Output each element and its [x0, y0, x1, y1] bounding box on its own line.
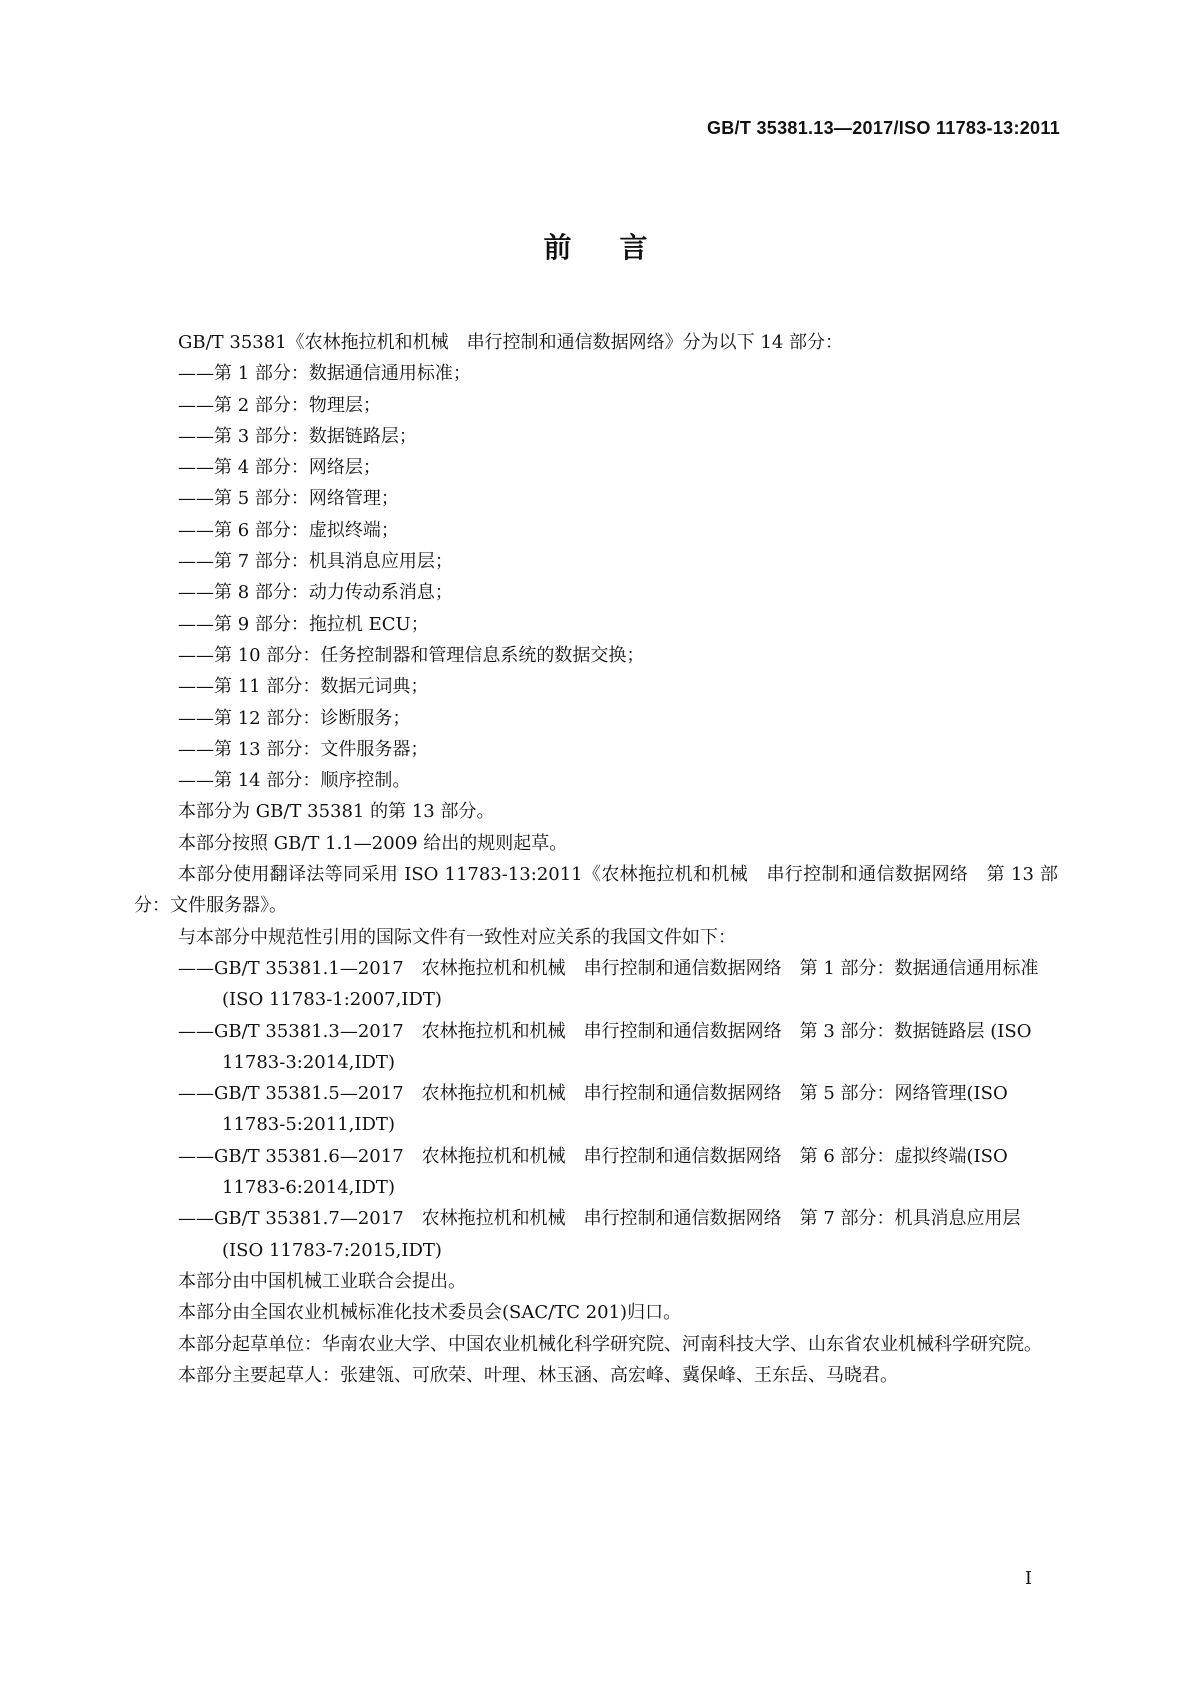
page-number: I	[1024, 1568, 1032, 1589]
drafters-statement: 本部分主要起草人：张建瓴、可欣荣、叶理、林玉涵、高宏峰、冀保峰、王东岳、马晓君。	[178, 1364, 898, 1386]
list-item: ——第 6 部分：虚拟终端；	[178, 519, 399, 541]
list-item: ——第 9 部分：拖拉机 ECU；	[178, 613, 429, 635]
drafting-rules-statement: 本部分按照 GB/T 1.1—2009 给出的规则起草。	[178, 832, 568, 854]
list-item: ——第 5 部分：网络管理；	[178, 488, 399, 510]
proposed-by-statement: 本部分由中国机械工业联合会提出。	[178, 1270, 466, 1292]
reference-item: ——GB/T 35381.7—2017 农林拖拉机和机械 串行控制和通信数据网络 第 7 部分：机具消息应用层(ISO 11783-7:2015,IDT)	[178, 1208, 1021, 1261]
list-item: ——第 1 部分：数据通信通用标准；	[178, 363, 471, 385]
list-item: ——第 7 部分：机具消息应用层；	[178, 551, 453, 573]
page-title: 前言	[543, 231, 696, 264]
list-item: ——第 13 部分：文件服务器；	[178, 738, 429, 760]
list-item: ——第 2 部分：物理层；	[178, 394, 381, 416]
reference-item: ——GB/T 35381.1—2017 农林拖拉机和机械 串行控制和通信数据网络 第 1 部分：数据通信通用标准(ISO 11783-1:2007,IDT)	[178, 957, 1039, 1011]
reference-item: ——GB/T 35381.5—2017 农林拖拉机和机械 串行控制和通信数据网络 第 5 部分：网络管理(ISO 11783-5:2011,IDT)	[178, 1083, 1008, 1136]
list-item: ——第 4 部分：网络层；	[178, 457, 381, 479]
part-of-statement: 本部分为 GB/T 35381 的第 13 部分。	[178, 801, 495, 823]
intro-paragraph: GB/T 35381《农林拖拉机和机械 串行控制和通信数据网络》分为以下 14 部分：	[178, 332, 844, 353]
list-item: ——第 14 部分：顺序控制。	[178, 770, 411, 792]
adoption-statement: 本部分使用翻译法等同采用 ISO 11783-13:2011《农林拖拉机和机械 串行控制和通信数据网络 第 13 部分：文件服务器》。	[134, 864, 1058, 917]
list-item: ——第 11 部分：数据元词典；	[178, 676, 429, 698]
drafting-units-statement: 本部分起草单位：华南农业大学、中国农业机械化科学研究院、河南科技大学、山东省农业机械科学研究院。	[178, 1333, 1042, 1355]
reference-item: ——GB/T 35381.3—2017 农林拖拉机和机械 串行控制和通信数据网络 第 3 部分：数据链路层 (ISO 11783-3:2014,IDT)	[178, 1020, 1032, 1073]
list-item: ——第 12 部分：诊断服务；	[178, 707, 411, 729]
centralized-by-statement: 本部分由全国农业机械标准化技术委员会(SAC/TC 201)归口。	[178, 1302, 682, 1324]
reference-item: ——GB/T 35381.6—2017 农林拖拉机和机械 串行控制和通信数据网络 第 6 部分：虚拟终端(ISO 11783-6:2014,IDT)	[178, 1145, 1008, 1199]
list-item: ——第 8 部分：动力传动系消息；	[178, 582, 453, 604]
correspondence-intro: 与本部分中规范性引用的国际文件有一致性对应关系的我国文件如下：	[178, 926, 736, 948]
foreword-body	[134, 327, 1058, 1391]
standard-code-header: GB/T 35381.13—2017/ISO 11783-13:2011	[706, 118, 1060, 138]
list-item: ——第 3 部分：数据链路层；	[178, 425, 417, 447]
list-item: ——第 10 部分：任务控制器和管理信息系统的数据交换；	[178, 644, 645, 666]
parts-list	[134, 358, 1058, 796]
reference-list	[134, 953, 1058, 1266]
